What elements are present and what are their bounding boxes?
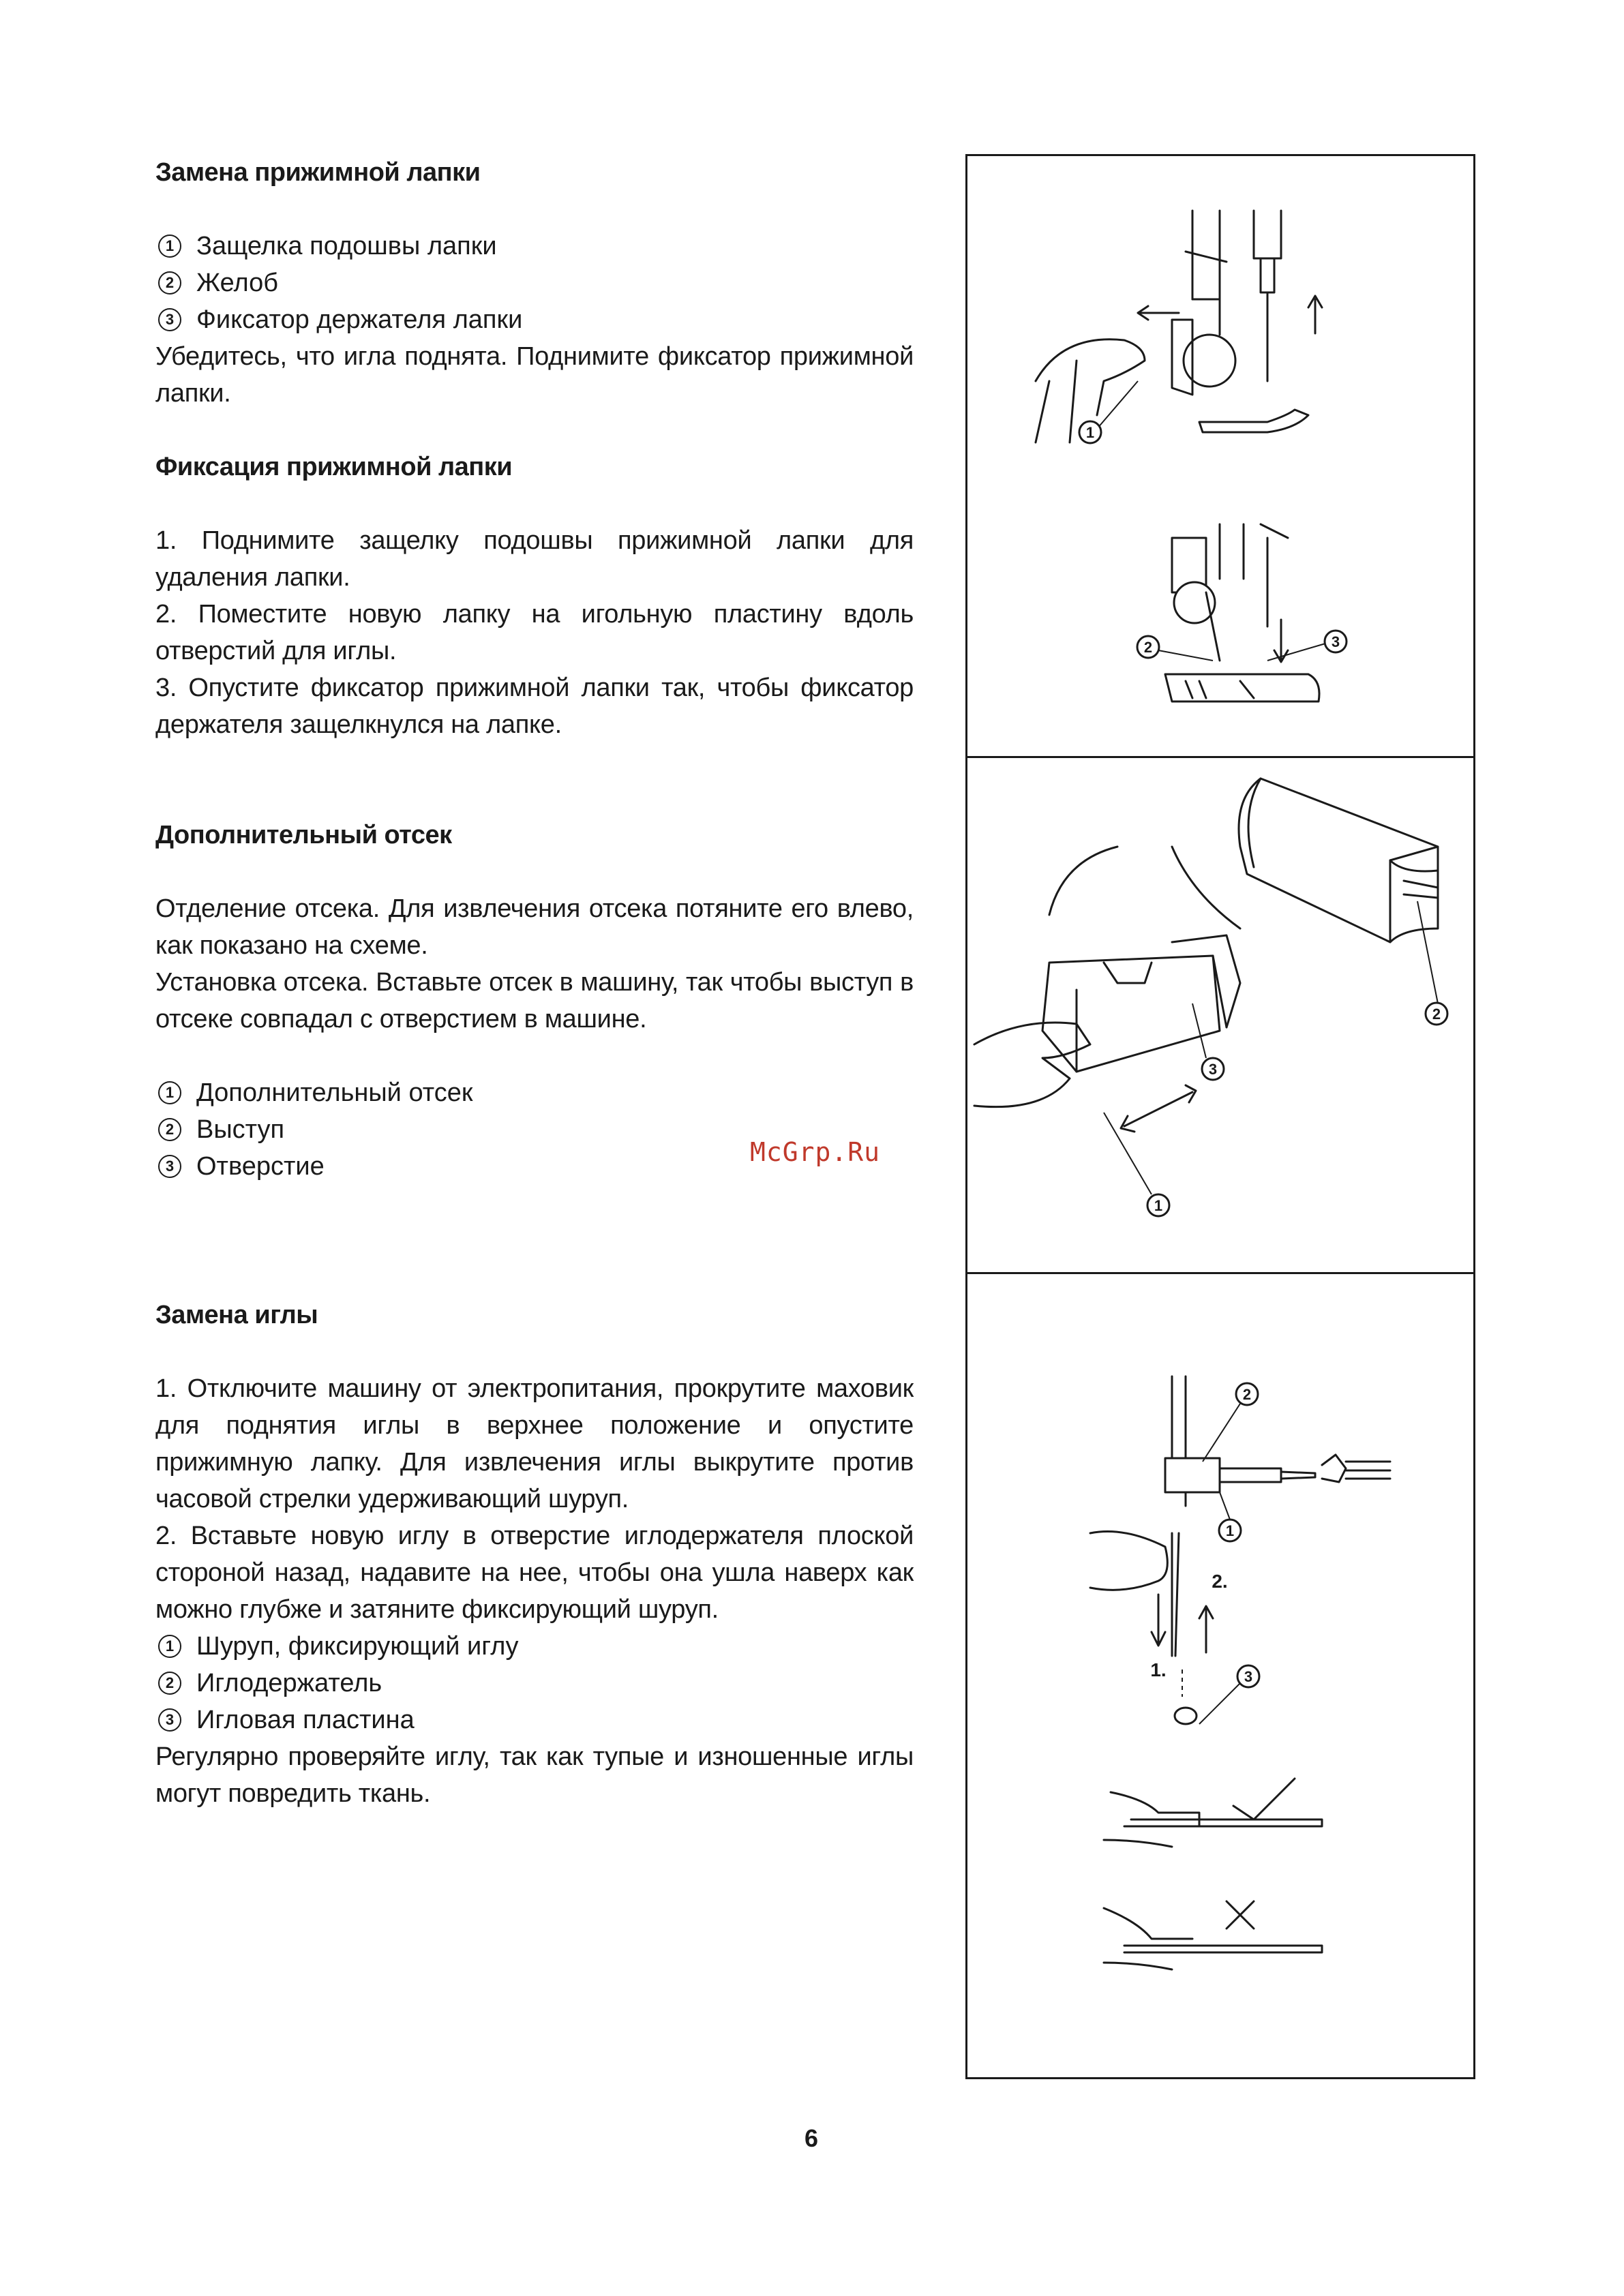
paragraph: Убедитесь, что игла поднята. Поднимите фиксатор прижимной лапки. (155, 342, 914, 408)
callout-number: 3 (158, 1708, 181, 1732)
callout-number: 1 (158, 235, 181, 258)
list-item-text: Дополнительный отсек (196, 1078, 473, 1107)
list-item-text: Шуруп, фиксирующий иглу (196, 1632, 519, 1661)
section-needle-replacement (155, 1297, 914, 1812)
paragraph: Отделение отсека. Для извлечения отсека потяните его влево, как показано на схеме. (155, 894, 914, 960)
list-item-text: Игловая пластина (196, 1706, 415, 1734)
list-item (155, 1628, 914, 1665)
list-item-text: Фиксатор держателя лапки (196, 305, 523, 334)
figure-panel-needle (965, 1272, 1475, 2079)
list-item-text: Выступ (196, 1115, 285, 1144)
step-paragraph: 1. Поднимите защелку подошвы прижимной лапки для удаления лапки. (155, 526, 914, 592)
step-paragraph: 1. Отключите машину от электропитания, прокрутите маховик для поднятия иглы в верхнее положение и опустите прижимную лапку. Для извлечения иглы выкрутите против часовой стрелки удерживающий шуруп. (155, 1374, 914, 1513)
section-title: Замена иглы (155, 1301, 318, 1329)
callout-number: 2 (158, 1118, 181, 1141)
svg-text:1: 1 (1085, 424, 1095, 441)
needle-illustration (967, 1274, 1473, 2077)
list-item-text: Иглодержатель (196, 1669, 382, 1697)
figure-panel-presser-foot (965, 154, 1475, 758)
section-title: Замена прижимной лапки (155, 158, 481, 187)
presser-foot-illustration (967, 156, 1473, 756)
step-label-2: 2. (1212, 1571, 1228, 1592)
svg-text:1: 1 (1225, 1522, 1235, 1539)
callout-number: 1 (158, 1635, 181, 1658)
list-item-text: Защелка подошвы лапки (196, 232, 497, 260)
callout-number: 2 (158, 1672, 181, 1695)
cross-icon (1227, 1901, 1254, 1929)
svg-text:2: 2 (1432, 1006, 1441, 1023)
svg-text:3: 3 (1244, 1668, 1253, 1685)
list-item (155, 1665, 914, 1702)
list-item (155, 265, 914, 301)
section-presser-foot-fixing (155, 449, 914, 743)
section-title: Фиксация прижимной лапки (155, 453, 513, 481)
svg-text:3: 3 (1331, 633, 1340, 650)
list-item (155, 1074, 914, 1111)
callout-number: 3 (158, 308, 181, 331)
list-item (155, 1702, 914, 1738)
svg-text:3: 3 (1208, 1061, 1218, 1078)
step-paragraph: 2. Поместите новую лапку на игольную пластину вдоль отверстий для иглы. (155, 600, 914, 665)
section-presser-foot-replacement (155, 154, 914, 412)
svg-text:2: 2 (1143, 639, 1153, 656)
step-paragraph: 2. Вставьте новую иглу в отверстие иглодержателя плоской стороной назад, надавите на нее, чтобы она ушла наверх как можно глубже и затяните фиксирующий шуруп. (155, 1522, 914, 1624)
compartment-illustration (967, 758, 1473, 1272)
page-number: 6 (805, 2124, 819, 2152)
callout-number: 3 (158, 1155, 181, 1178)
list-item-text: Отверстие (196, 1152, 325, 1181)
step-paragraph: 3. Опустите фиксатор прижимной лапки так, чтобы фиксатор держателя защелкнулся на лапке. (155, 674, 914, 739)
paragraph: Установка отсека. Вставьте отсек в машину, так чтобы выступ в отсеке совпадал с отверстием в машине. (155, 968, 914, 1033)
figure-panel-compartment (965, 756, 1475, 1274)
list-item (155, 301, 914, 338)
section-title: Дополнительный отсек (155, 821, 452, 849)
svg-text:1: 1 (1154, 1197, 1163, 1214)
svg-text:2: 2 (1242, 1386, 1252, 1403)
list-item-text: Желоб (196, 269, 278, 297)
paragraph: Регулярно проверяйте иглу, так как тупые и изношенные иглы могут повредить ткань. (155, 1742, 914, 1808)
check-icon (1233, 1779, 1295, 1819)
step-label-1: 1. (1150, 1659, 1167, 1680)
callout-number: 2 (158, 271, 181, 294)
list-item (155, 228, 914, 265)
section-accessory-compartment (155, 817, 914, 1185)
callout-number: 1 (158, 1081, 181, 1104)
watermark: McGrp.Ru (750, 1137, 881, 1167)
